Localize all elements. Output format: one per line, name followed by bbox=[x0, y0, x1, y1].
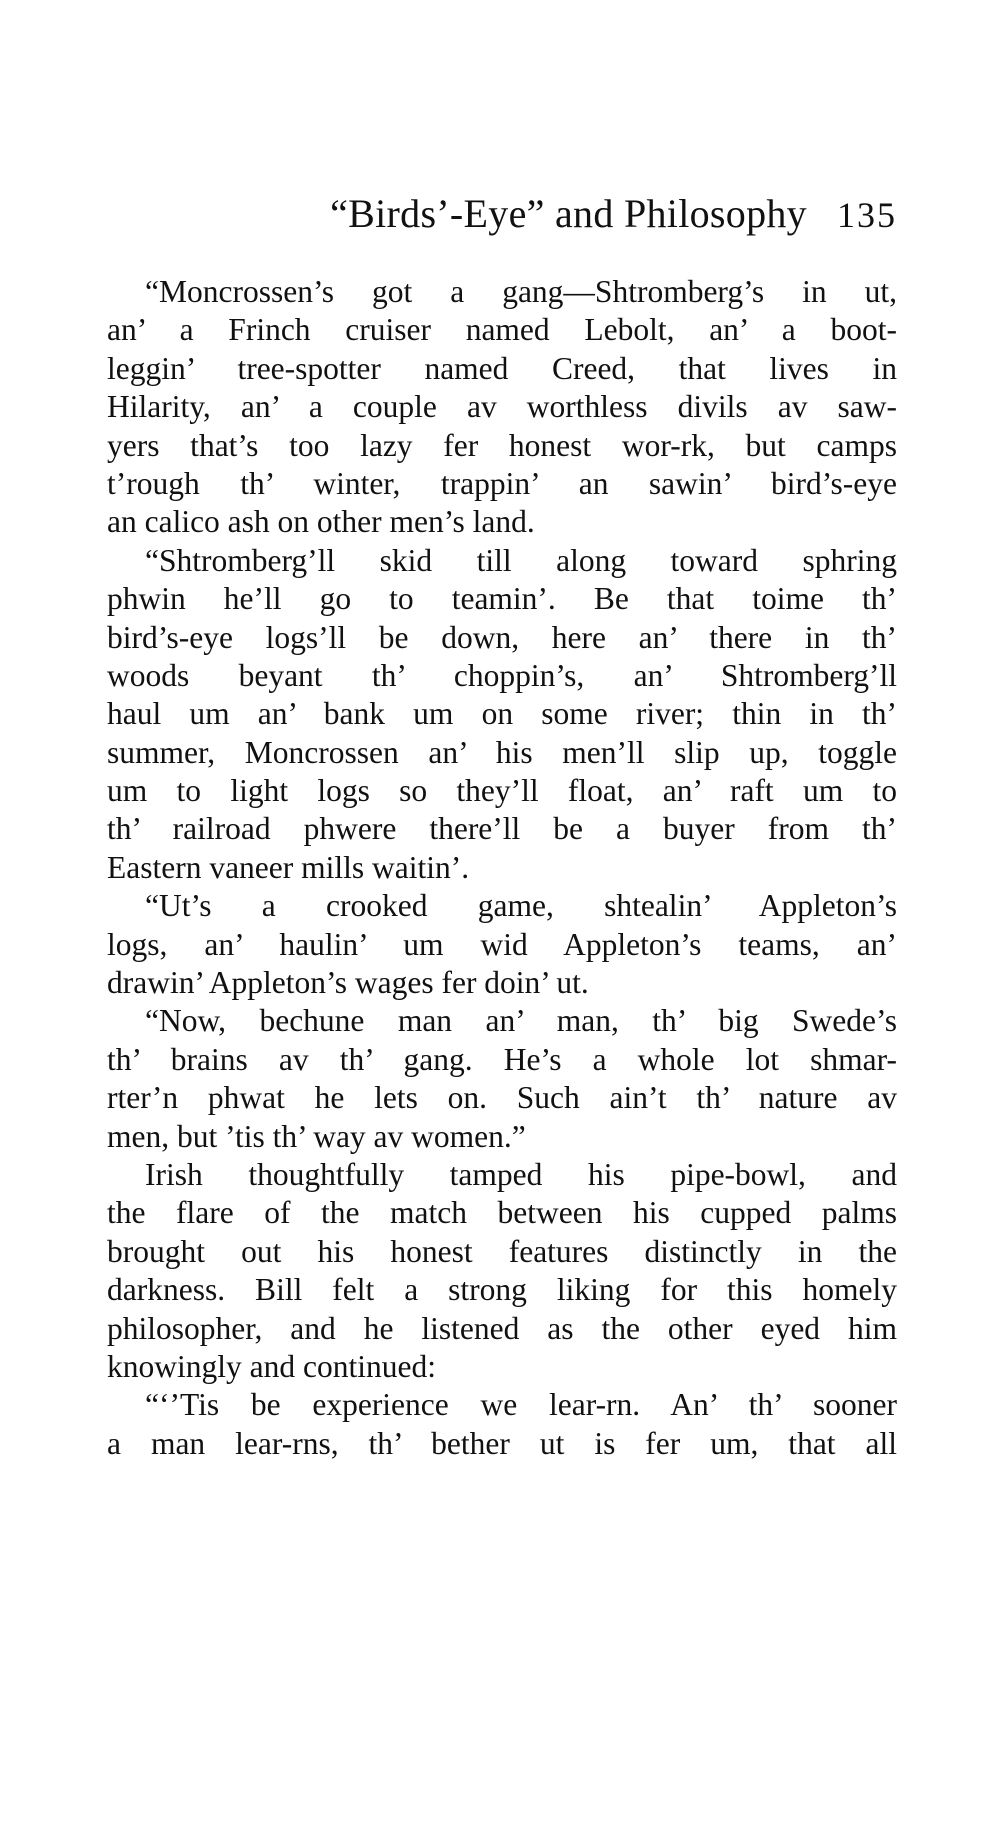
body-text bbox=[107, 273, 897, 1463]
text-line: leggin’ tree-spotter named Creed, that lives in bbox=[107, 350, 897, 386]
text-line: Irish thoughtfully tamped his pipe-bowl, and bbox=[145, 1156, 897, 1192]
text-line: the flare of the match between his cupped palms bbox=[107, 1195, 897, 1231]
text-line: rter’n phwat he lets on. Such ain’t th’ nature av bbox=[107, 1080, 897, 1116]
text-line: a man lear-rns, th’ bether ut is fer um, that all bbox=[107, 1425, 897, 1461]
text-line: “‘’Tis be experience we lear-rn. An’ th’ sooner bbox=[145, 1387, 897, 1423]
text-line: an calico ash on other men’s land. bbox=[107, 504, 535, 540]
text-line: phwin he’ll go to teamin’. Be that toime th’ bbox=[107, 581, 897, 617]
text-line: men, but ’tis th’ way av women.” bbox=[107, 1118, 526, 1154]
running-title: “Birds’-Eye” and Philosophy bbox=[330, 191, 807, 236]
text-line: haul um an’ bank um on some river; thin in th’ bbox=[107, 696, 897, 732]
text-line: “Shtromberg’ll skid till along toward sphring bbox=[145, 542, 897, 578]
text-line: bird’s-eye logs’ll be down, here an’ there in th’ bbox=[107, 619, 897, 655]
text-line: philosopher, and he listened as the other eyed him bbox=[107, 1310, 897, 1346]
running-head bbox=[107, 190, 897, 239]
text-line: “Moncrossen’s got a gang—Shtromberg’s in ut, bbox=[145, 274, 897, 309]
text-line: summer, Moncrossen an’ his men’ll slip up, toggle bbox=[107, 734, 897, 770]
text-line: th’ brains av th’ gang. He’s a whole lot shmar- bbox=[107, 1041, 897, 1077]
page-number: 135 bbox=[837, 195, 897, 235]
text-line: brought out his honest features distinctly in the bbox=[107, 1233, 897, 1269]
book-page bbox=[107, 190, 897, 1463]
text-line: yers that’s too lazy fer honest wor-rk, but camps bbox=[107, 427, 897, 463]
text-line: “Ut’s a crooked game, shtealin’ Appleton’s bbox=[145, 888, 897, 924]
text-line: um to light logs so they’ll float, an’ raft um to bbox=[107, 773, 897, 809]
text-line: logs, an’ haulin’ um wid Appleton’s teams, an’ bbox=[107, 926, 897, 962]
text-line: th’ railroad phwere there’ll be a buyer from th’ bbox=[107, 811, 897, 847]
text-line: t’rough th’ winter, trappin’ an sawin’ bird’s-eye bbox=[107, 465, 897, 501]
text-line: knowingly and continued: bbox=[107, 1348, 436, 1384]
text-line: an’ a Frinch cruiser named Lebolt, an’ a boot- bbox=[107, 312, 897, 348]
text-line: drawin’ Appleton’s wages fer doin’ ut. bbox=[107, 965, 589, 1001]
text-line: darkness. Bill felt a strong liking for this homely bbox=[107, 1272, 897, 1308]
text-line: “Now, bechune man an’ man, th’ big Swede’s bbox=[145, 1003, 897, 1039]
text-line: Eastern vaneer mills waitin’. bbox=[107, 849, 470, 885]
text-line: woods beyant th’ choppin’s, an’ Shtromberg’ll bbox=[107, 657, 897, 693]
text-line: Hilarity, an’ a couple av worthless divils av saw- bbox=[107, 389, 897, 425]
